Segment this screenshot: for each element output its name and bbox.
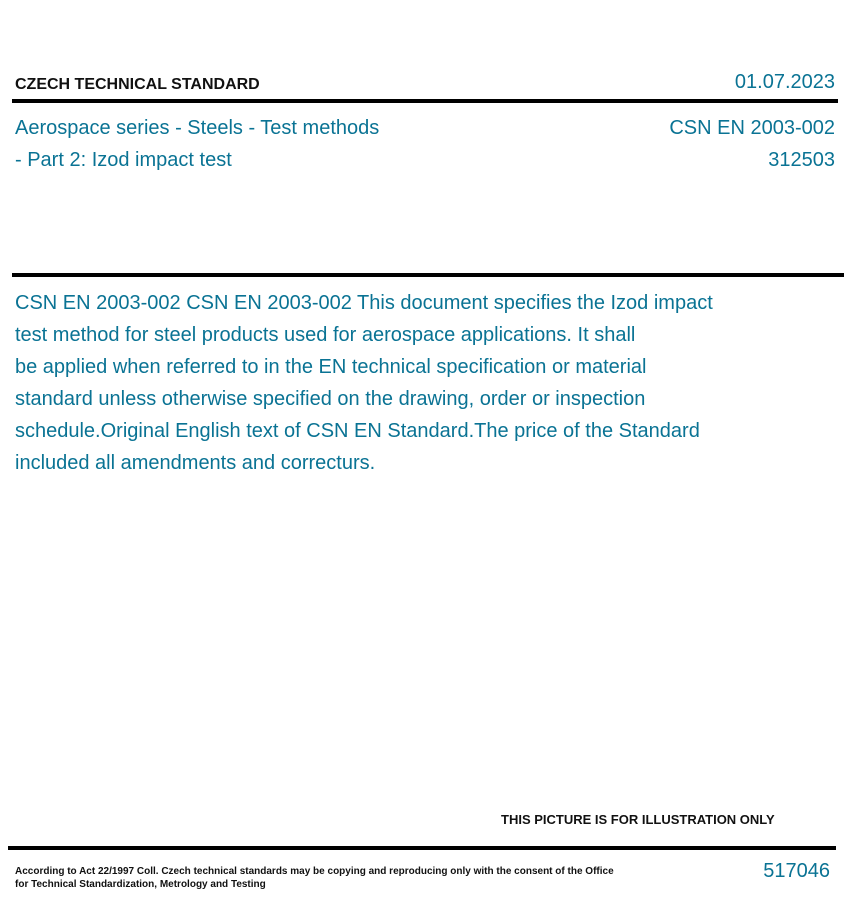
- standard-title-line2: - Part 2: Izod impact test: [15, 149, 232, 171]
- standard-description: CSN EN 2003-002 CSN EN 2003-002 This document specifies the Izod impact test method for steel products used for aerospace applications. It shall be applied when referred to in the EN technical specification or material standard unless otherwise specified on the drawing, order or inspection schedule.Original English text of CSN EN Standard.The price of the Standard included all amendments and correcturs.: [15, 292, 713, 474]
- standard-code: CSN EN 2003-002: [669, 117, 835, 139]
- catalog-number: 517046: [763, 860, 830, 882]
- header-divider: [12, 99, 838, 103]
- publication-date: 01.07.2023: [734, 71, 835, 93]
- legal-notice: According to Act 22/1997 Coll. Czech technical standards may be copying and reproducing only with the consent of the Office for Technical Standardization, Metrology and Testing: [15, 866, 614, 890]
- standard-title-line1: Aerospace series - Steels - Test methods: [15, 117, 380, 139]
- section-divider: [12, 273, 844, 277]
- class-number: 312503: [768, 149, 835, 171]
- illustration-note: THIS PICTURE IS FOR ILLUSTRATION ONLY: [501, 812, 775, 827]
- footer-divider: [8, 846, 836, 850]
- document-type-label: CZECH TECHNICAL STANDARD: [15, 76, 260, 93]
